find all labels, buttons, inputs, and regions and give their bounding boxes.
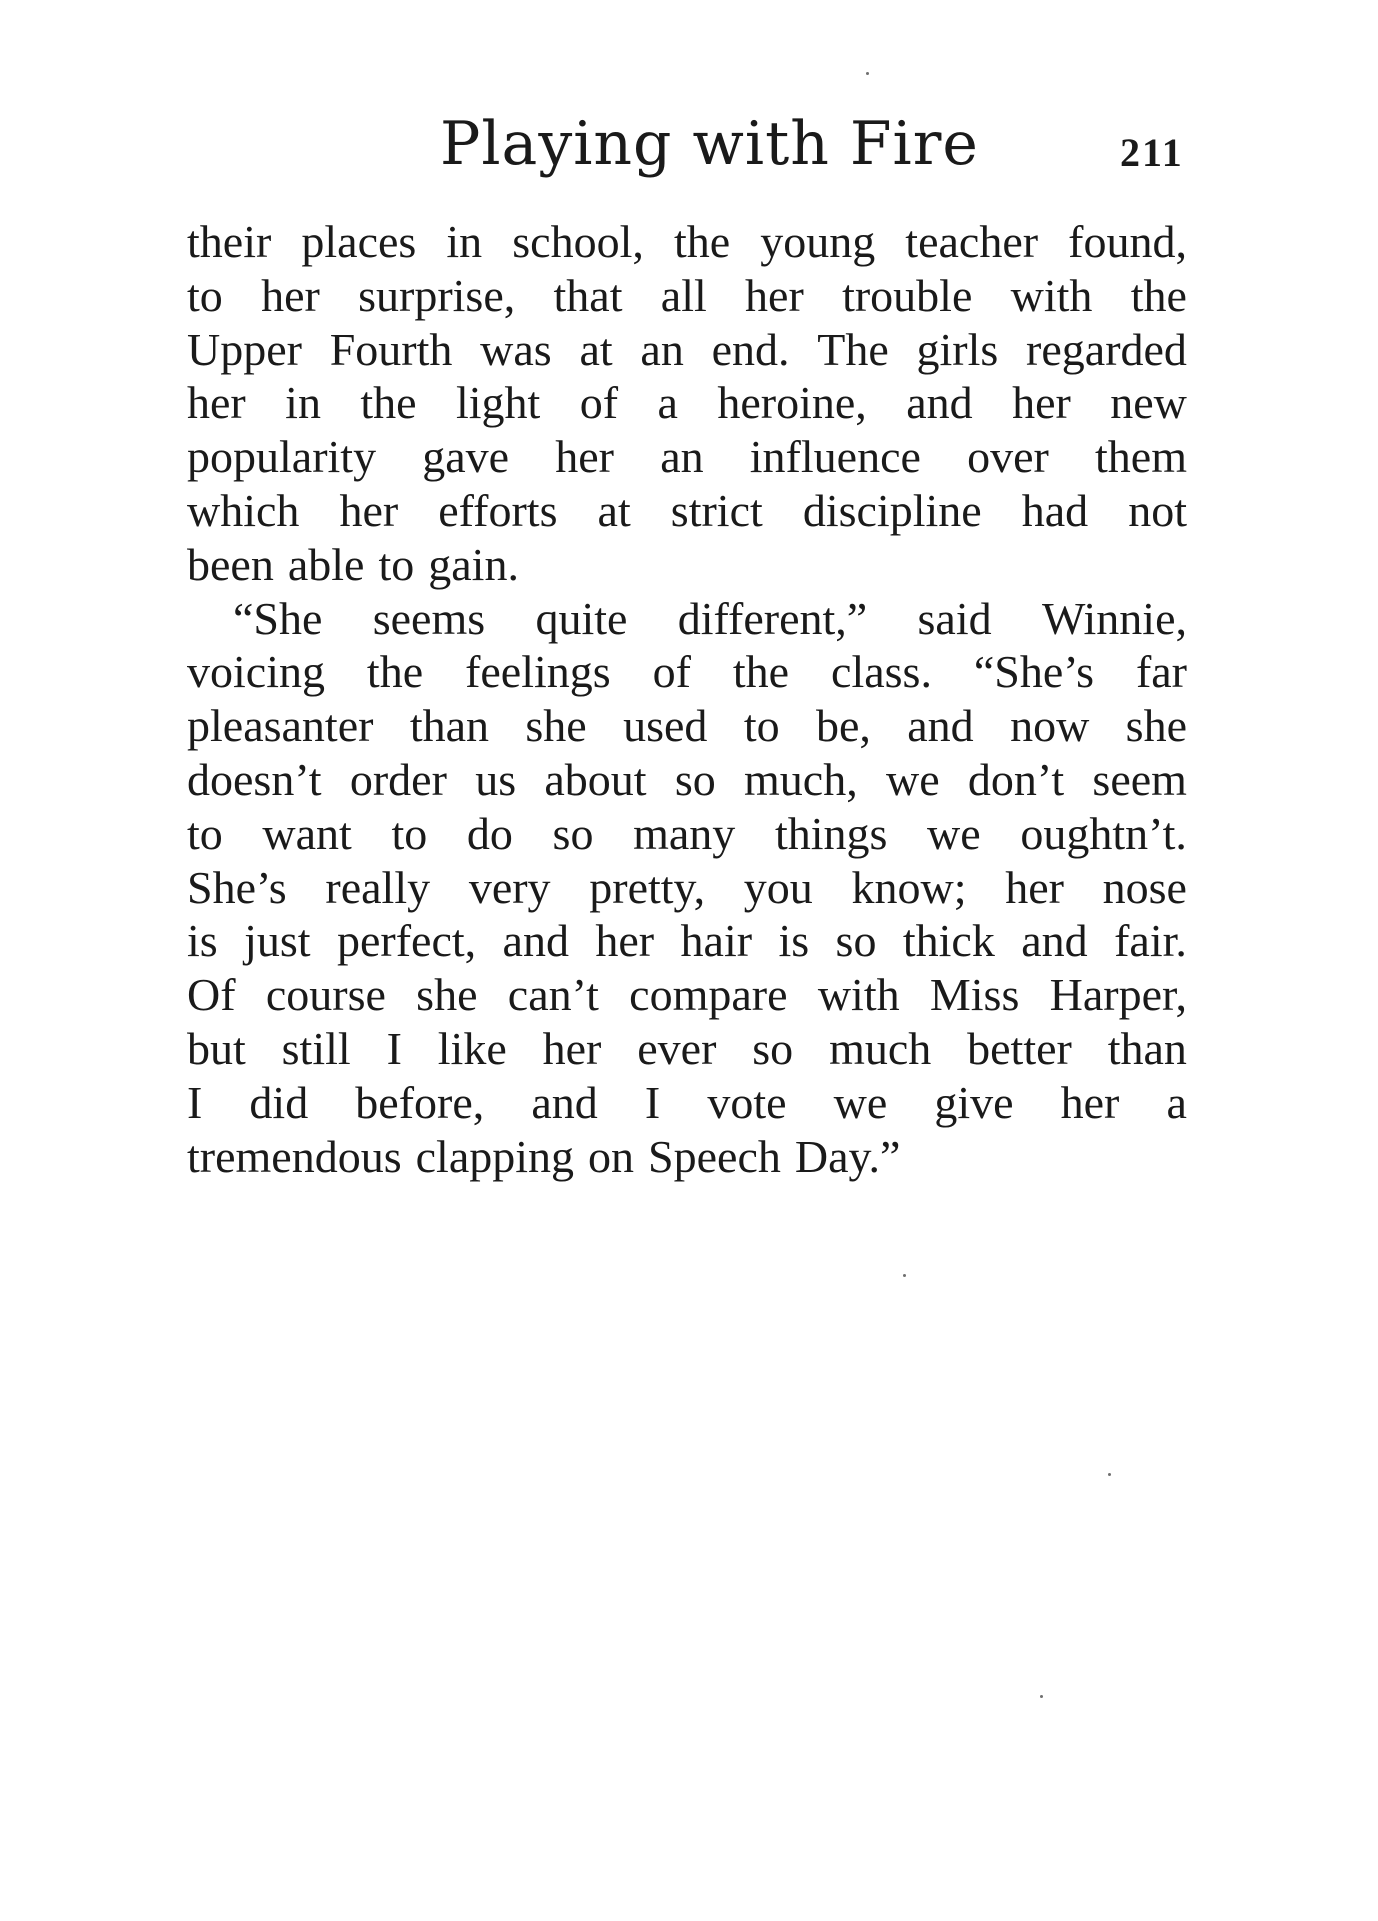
word: Day.”: [794, 1130, 901, 1182]
word: oughtn’t.: [1020, 807, 1187, 859]
body-text: [187, 215, 1187, 1183]
word: regarded: [1026, 323, 1187, 375]
word: quite: [535, 592, 628, 644]
word: a: [1166, 1076, 1187, 1128]
word: the: [1130, 269, 1187, 321]
word: know;: [851, 861, 967, 913]
word: ever: [637, 1022, 717, 1074]
word: said: [917, 592, 992, 644]
word: compare: [629, 969, 788, 1021]
word: the: [366, 646, 424, 698]
word: voicing: [187, 646, 325, 698]
word: the: [360, 377, 417, 429]
text-line: [187, 968, 1187, 1022]
word: order: [349, 753, 447, 805]
word: and: [907, 700, 974, 752]
word: the: [732, 646, 790, 698]
word: seems: [372, 592, 486, 644]
word: still: [281, 1022, 351, 1074]
word: in: [446, 216, 483, 267]
word: teacher: [905, 216, 1039, 267]
word: before,: [355, 1076, 485, 1128]
running-title: Playing with Fire: [440, 109, 979, 179]
word: her: [542, 1022, 602, 1074]
word: fair.: [1114, 915, 1187, 967]
word: us: [475, 753, 517, 805]
word: hair: [680, 915, 753, 967]
print-speck: [903, 1274, 906, 1277]
word: end.: [711, 323, 790, 375]
word: her: [339, 484, 399, 536]
word: surprise,: [358, 269, 516, 321]
word: Fourth: [329, 323, 453, 375]
word: found,: [1068, 216, 1187, 267]
word: her: [1060, 1076, 1120, 1128]
text-line: [187, 484, 1187, 538]
word: different,”: [677, 592, 868, 644]
word: them: [1095, 431, 1187, 483]
word: strict: [670, 484, 763, 536]
word: don’t: [967, 753, 1065, 805]
word: at: [579, 323, 613, 375]
word: can’t: [507, 969, 599, 1021]
word: we: [927, 807, 981, 859]
word: want: [262, 807, 352, 859]
word: a: [657, 377, 678, 429]
word: influence: [749, 431, 921, 483]
word: about: [544, 753, 647, 805]
text-line: [187, 538, 1187, 592]
word: places: [301, 216, 417, 267]
word: and: [906, 377, 973, 429]
word: She’s: [187, 861, 287, 913]
word: did: [249, 1076, 309, 1128]
word: very: [468, 861, 551, 913]
word: than: [409, 700, 490, 752]
word: and: [502, 915, 569, 967]
word: was: [480, 323, 552, 375]
word: course: [265, 969, 386, 1021]
word: and: [531, 1076, 598, 1128]
word: girls: [916, 323, 999, 375]
word: not: [1128, 484, 1187, 536]
text-line: [187, 215, 1187, 269]
word: so: [835, 915, 877, 967]
word: much: [829, 1022, 932, 1074]
word: “She: [233, 592, 323, 644]
word: in: [285, 377, 321, 429]
word: Speech: [648, 1130, 781, 1182]
word: popularity: [187, 431, 377, 483]
word: used: [623, 700, 708, 752]
word: feelings: [465, 646, 611, 698]
word: gain.: [428, 538, 519, 590]
word: do: [466, 807, 513, 859]
text-line: [187, 753, 1187, 807]
text-line: [187, 323, 1187, 377]
word: on: [588, 1130, 635, 1182]
word: tremendous: [187, 1130, 402, 1182]
word: she: [525, 700, 587, 752]
word: seem: [1092, 753, 1187, 805]
text-line: [187, 376, 1187, 430]
text-line: [187, 699, 1187, 753]
paragraph: [187, 592, 1187, 1184]
word: perfect,: [336, 915, 477, 967]
text-line: [187, 430, 1187, 484]
word: the: [673, 216, 731, 267]
word: we: [833, 1076, 888, 1128]
word: and: [1021, 915, 1088, 967]
word: an: [640, 323, 684, 375]
text-line: [187, 592, 1187, 646]
word: than: [1107, 1022, 1187, 1074]
word: be,: [815, 700, 871, 752]
word: efforts: [438, 484, 558, 536]
word: you: [743, 861, 813, 913]
text-line: [187, 269, 1187, 323]
word: is: [778, 915, 810, 967]
word: Of: [187, 969, 236, 1021]
word: her: [1012, 377, 1071, 429]
word: I: [386, 1022, 402, 1074]
word: of: [652, 646, 691, 698]
word: Upper: [187, 323, 302, 375]
word: I: [187, 1076, 203, 1128]
word: had: [1021, 484, 1089, 536]
word: gave: [422, 431, 510, 483]
word: been: [187, 538, 274, 590]
word: many: [633, 807, 736, 859]
word: her: [187, 377, 246, 429]
word: like: [437, 1022, 507, 1074]
word: her: [595, 915, 655, 967]
word: her: [745, 269, 804, 321]
word: so: [752, 1022, 794, 1074]
word: give: [934, 1076, 1014, 1128]
page-number: 211: [1120, 130, 1184, 175]
word: “She’s: [973, 646, 1094, 698]
word: much,: [744, 753, 858, 805]
text-line: [187, 1076, 1187, 1130]
word: is: [187, 915, 218, 967]
word: discipline: [802, 484, 982, 536]
word: vote: [707, 1076, 787, 1128]
print-speck: [866, 72, 869, 75]
word: but: [187, 1022, 246, 1074]
word: school,: [512, 216, 644, 267]
text-line: [187, 914, 1187, 968]
word: that: [553, 269, 623, 321]
word: light: [456, 377, 541, 429]
text-line: [187, 1022, 1187, 1076]
word: so: [674, 753, 716, 805]
word: I: [644, 1076, 661, 1128]
word: to: [743, 700, 780, 752]
word: pretty,: [589, 861, 706, 913]
word: her: [261, 269, 320, 321]
word: better: [967, 1022, 1072, 1074]
word: heroine,: [717, 377, 867, 429]
word: an: [660, 431, 704, 483]
word: thick: [902, 915, 995, 967]
word: to: [187, 807, 223, 859]
word: she: [416, 969, 478, 1021]
word: her: [555, 431, 615, 483]
word: far: [1135, 646, 1187, 698]
word: over: [967, 431, 1049, 483]
word: at: [597, 484, 631, 536]
word: with: [817, 969, 900, 1021]
word: we: [885, 753, 940, 805]
word: trouble: [842, 269, 973, 321]
word: Miss: [929, 969, 1020, 1021]
word: which: [187, 484, 300, 536]
text-line: [187, 861, 1187, 915]
word: of: [579, 377, 619, 429]
word: now: [1010, 700, 1090, 752]
paragraph: [187, 215, 1187, 592]
word: clapping: [415, 1130, 575, 1182]
word: her: [1005, 861, 1064, 913]
paragraphs: [187, 215, 1187, 1183]
word: to: [391, 807, 428, 859]
word: things: [774, 807, 888, 859]
word: Winnie,: [1041, 592, 1187, 644]
word: to: [187, 269, 223, 321]
print-speck: [1040, 1695, 1043, 1698]
word: young: [760, 216, 876, 267]
word: pleasanter: [187, 700, 374, 752]
text-line: [187, 807, 1187, 861]
text-line: [187, 645, 1187, 699]
word: so: [552, 807, 594, 859]
word: really: [325, 861, 431, 913]
word: their: [187, 216, 272, 267]
word: class.: [831, 646, 932, 698]
word: The: [817, 323, 889, 375]
text-line: [187, 1130, 1187, 1184]
word: to: [378, 538, 415, 590]
word: doesn’t: [187, 753, 322, 805]
word: all: [660, 269, 707, 321]
word: just: [244, 915, 311, 967]
word: she: [1125, 700, 1187, 752]
word: nose: [1102, 861, 1187, 913]
print-speck: [1108, 1473, 1111, 1476]
word: able: [287, 538, 365, 590]
word: Harper,: [1049, 969, 1187, 1021]
word: with: [1010, 269, 1093, 321]
word: new: [1110, 377, 1187, 429]
